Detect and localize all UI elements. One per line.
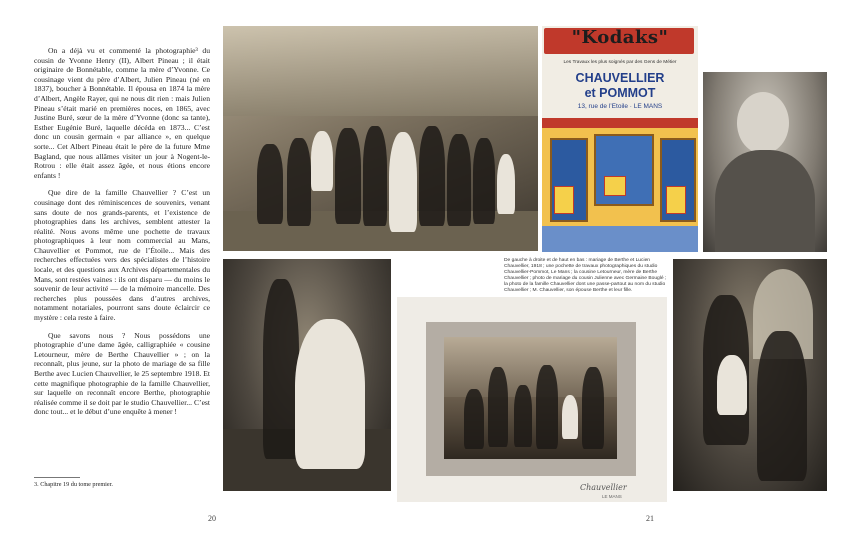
kodak-name-line2: et POMMOT [584, 86, 656, 100]
kodak-brand: "Kodaks" [571, 27, 669, 48]
photo-caption: De gauche à droite et de haut en bas : mariage de Berthe et Lucien Chauvellier, 1918 ; une pochette de travaux photographiques du studio Chauvellier-Pommot, Le Mans ; la cousine Letourneur, mère de Berthe Chauvellier ; photo de mariage du cousin Julienne avec Germaine Bouglé ; la photo de la famille Chauvellier dont une passe-partout au nom du studio Chauvellier ; M. Chauvellier, son épouse Berthe et leur fille. [504, 258, 667, 294]
photo-chauvellier-family [444, 337, 617, 459]
footnote-rule [34, 477, 80, 478]
page-number-right: 21 [646, 514, 654, 523]
mount-location: LE MANS [602, 494, 622, 499]
kodak-envelope [542, 26, 698, 252]
paragraph-chauvellier: Que dire de la famille Chauvellier ? C’est un cousinage dont des réminiscences de souvenirs, venant sans doute de nos grands-parents, et l’existence de photographies dans les archives, semblent attester la réalité. Nous avons même une pochette de travaux photographiques à leur nom commercial au Mans, Chauvellier et Pommot, rue de l’Étoile... Mais des recherches effectuées vers des spécialistes de l’histoire locale, et des questions aux Archives départementales du Mans, sont restées vaines : ils ont disparu — du moins le souvenir de leur activité — de la mémoire mancelle. Des recherches plus poussées dans d’autres archives, notamment notariales, pourront sans doute éclaircir ce mystère : cela reste à faire. [34, 188, 210, 323]
kodak-box-right [666, 186, 686, 214]
photo-wedding-couple [223, 259, 391, 491]
footnote: 3. Chapitre 19 du tome premier. [34, 481, 113, 488]
mount-signature: Chauvellier [580, 483, 627, 492]
left-page-text [34, 46, 210, 425]
page-number-left: 20 [208, 514, 216, 523]
kodak-address: 13, rue de l’Etoile · LE MANS [577, 103, 663, 110]
kodak-name-line1: CHAUVELLIER [575, 71, 665, 85]
photo-group-garden [223, 26, 538, 251]
shop-pavement [542, 226, 698, 252]
paragraph-pineau: On a déjà vu et commenté la photographie³ du cousin de Yvonne Henry (II), Albert Pineau ; il était originaire de Bonnétable, comme la mère d’Yvonne. Ce cousinage vient du père d’Albert, Julien Pineau (né en 1837), boucher à Bonnétable. Il épousa en 1874 la mère d’Albert, Angèle Rayer, qui ne nous dit rien : mais Julien Pineau s’était marié en premières noces, en 1865, avec Justine Buré, sœur de la mère d’Yvonne (donc sa tante), Esther Eugénie Buré, laquelle décéda en 1873... C’est donc un cousin germain « par alliance », en quelque sorte... Cet Albert Pineau était le père de la future Mme Bagland, que nous allâmes visiter un jour à Nogent-le-Rotrou : elle était assez âgée, et nous étions encore enfants ! [34, 46, 210, 180]
photo-elderly-woman [703, 72, 827, 252]
kodak-box-left [554, 186, 574, 214]
photo-couple-with-child [673, 259, 827, 491]
paragraph-que-savons-nous: Que savons nous ? Nous possédons une photographie d’une dame âgée, calligraphiée « cousine Letourneur, mère de Berthe Chauvellier » ; on la reconnaît, plus jeune, sur la photo de mariage de sa fille Berthe avec Lucien Chauvellier, le 25 septembre 1918. Et cette magnifique photographie de la famille Chauvellier, sur laquelle on reconnaît encore Berthe, photographie réalisée comme il se doit par le studio Chauvellier... C’est donc tout... et le début d’une enquête à mener ! [34, 330, 210, 417]
kodak-box-center [604, 176, 626, 196]
shop-awning [542, 118, 698, 128]
kodak-tagline: Les Travaux les plus soignés par des Gens de Métier [563, 60, 677, 65]
